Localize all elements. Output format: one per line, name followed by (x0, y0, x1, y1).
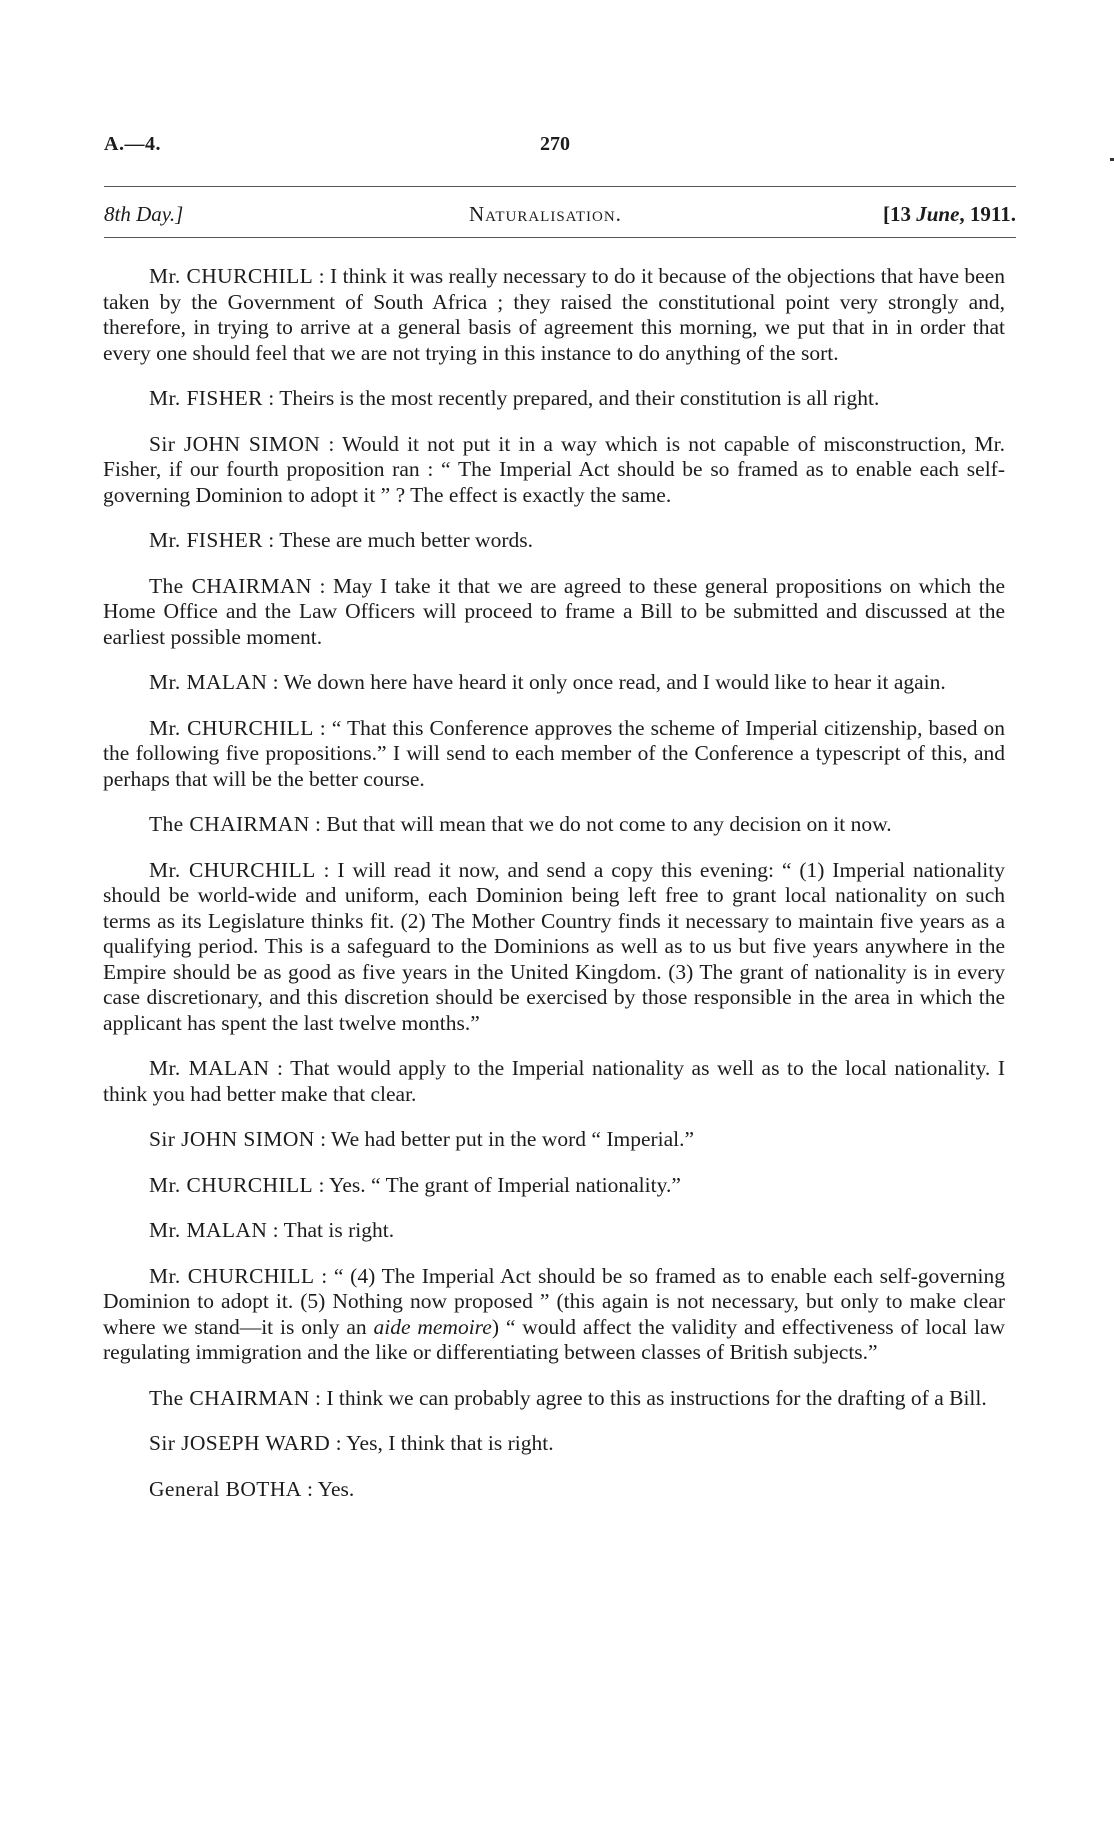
paragraph-15 (103, 1386, 1005, 1412)
speaker-name: The CHAIRMAN (149, 812, 310, 836)
speech-text: : Yes. (307, 1476, 355, 1501)
speech-text: : Theirs is the most recently prepared, and their constitution is all right. (268, 386, 880, 410)
speech-text: : Yes. “ The grant of Imperial nationality.” (318, 1172, 681, 1197)
date-suffix: , 1911. (959, 202, 1016, 226)
paragraph-8 (103, 812, 1005, 838)
speaker-name: Mr. FISHER (149, 386, 263, 410)
running-head (104, 202, 1016, 230)
speaker-name: The CHAIRMAN (149, 573, 312, 598)
running-head-title: Naturalisation. (469, 202, 622, 226)
paragraph-14 (103, 1264, 1005, 1366)
header-rule-top (104, 186, 1016, 187)
speaker-name: The CHAIRMAN (149, 1385, 310, 1410)
header-rule-bottom (104, 237, 1016, 238)
paragraph-7 (103, 716, 1005, 793)
speaker-name: General BOTHA (149, 1476, 302, 1501)
paragraph-3 (103, 432, 1005, 509)
paragraph-6 (103, 670, 1005, 696)
speech-text: : I will read it now, and send a copy this evening: “ (1) Imperial nationality should be world-wide and uniform, each Dominion being left free to grant local nationality on such terms as its Legislature thinks fit. (2) The Mother Country finds it necessary to maintain five years as a qualifying period. This is a safeguard to the Dominions as well as to us but five years anywhere in the Empire should be as good as five years in the United Kingdom. (3) The grant of nationality is in every case discretionary, and this discretion should be exercised by those responsible in the area in which the applicant has spent the last twelve months.” (103, 857, 1005, 1035)
date-prefix: [13 (882, 202, 917, 226)
paragraph-13 (103, 1218, 1005, 1244)
margin-mark (1110, 158, 1114, 161)
speaker-name: Mr. CHURCHILL (149, 715, 314, 740)
speaker-name: Sir JOHN SIMON (149, 1127, 315, 1151)
speech-text: : I think it was really necessary to do it because of the objections that have been taken by the Government of South Africa ; they raised the constitutional point very strongly and, therefore, in trying to arrive at a general basis of agreement this morning, we put that in in order that every one should feel that we are not trying in this instance to do anything of the sort. (103, 264, 1006, 365)
speaker-name: Mr. MALAN (149, 1056, 270, 1080)
emphasis-text: aide memoire (373, 1314, 492, 1339)
speaker-name: Sir JOSEPH WARD (149, 1431, 331, 1455)
paragraph-1 (103, 264, 1005, 366)
speech-text: : That is right. (272, 1218, 395, 1242)
speech-text: : We had better put in the word “ Imperial.” (320, 1127, 695, 1151)
speaker-name: Mr. CHURCHILL (149, 1263, 315, 1288)
speech-text: : I think we can probably agree to this as instructions for the drafting of a Bill. (315, 1385, 987, 1410)
paragraph-4 (103, 528, 1005, 554)
speech-text: : Yes, I think that is right. (335, 1431, 554, 1455)
document-reference: A.—4. (104, 133, 161, 155)
page-number: 270 (540, 133, 570, 155)
paragraph-10 (103, 1056, 1005, 1107)
paragraph-9 (103, 858, 1005, 1037)
speaker-name: Mr. CHURCHILL (149, 1172, 314, 1197)
paragraph-5 (103, 574, 1005, 651)
speech-text: : But that will mean that we do not come to any decision on it now. (315, 812, 892, 836)
paragraph-17 (103, 1477, 1005, 1503)
speech-text: : Would it not put it in a way which is not capable of misconstruction, Mr. Fisher, if our fourth proposition ran : “ The Imperial Act should be so framed as to enable each self-governing Dominion to adopt it ” ? The effect is exactly the same. (103, 431, 1006, 507)
paragraph-11 (103, 1127, 1005, 1153)
paragraph-2 (103, 386, 1005, 412)
speech-text-continued: ) “ would affect the validity and effectiveness of local law regulating immigration and the like or differentiating between classes of British subjects.” (103, 1314, 1006, 1364)
speech-text: : We down here have heard it only once read, and I would like to hear it again. (272, 670, 946, 694)
speaker-name: Sir JOHN SIMON (149, 431, 321, 456)
date-month: June (916, 202, 960, 226)
running-head-day: 8th Day.] (104, 202, 184, 226)
speech-text: : May I take it that we are agreed to these general propositions on which the Home Office and the Law Officers will proceed to frame a Bill to be submitted and discussed at the earliest possible moment. (103, 573, 1005, 649)
speaker-name: Mr. CHURCHILL (149, 857, 316, 882)
paragraph-12 (103, 1173, 1005, 1199)
speaker-name: Mr. FISHER (149, 528, 263, 552)
transcript-body (103, 264, 1005, 1522)
speech-text: : These are much better words. (268, 528, 533, 552)
speech-text: : That would apply to the Imperial nationality as well as to the local nationality. I think you had better make that clear. (103, 1056, 1006, 1106)
speech-text: : “ That this Conference approves the scheme of Imperial citizenship, based on the following five propositions.” I will send to each member of the Conference a typescript of this, and perhaps that will be the better course. (103, 715, 1005, 791)
speaker-name: Mr. MALAN (149, 670, 268, 694)
running-head-date (883, 202, 1016, 227)
speech-text: : “ (4) The Imperial Act should be so framed as to enable each self-governing Dominion to adopt it. (5) Nothing now proposed ” (this again is not necessary, but only to make clear where we stand—it is only an (103, 1263, 1005, 1339)
speaker-name: Mr. CHURCHILL (149, 264, 314, 288)
paragraph-16 (103, 1431, 1005, 1457)
speaker-name: Mr. MALAN (149, 1218, 268, 1242)
